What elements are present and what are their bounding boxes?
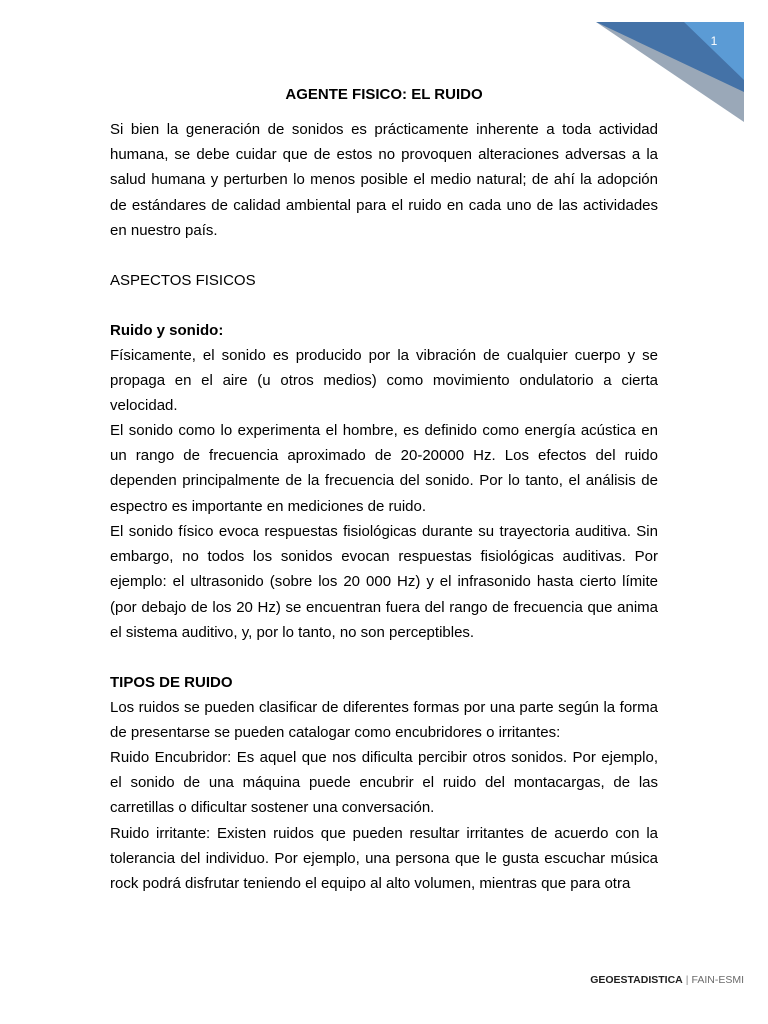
section-heading-aspectos: ASPECTOS FISICOS bbox=[110, 272, 256, 289]
paragraph-ruido-irritante: Ruido irritante: Existen ruidos que pueden resultar irritantes de acuerdo con la tolerancia del individuo. Por ejemplo, una persona que le gusta escuchar música rock podrá disfrutar teniendo el equipo al alto volumen, mientras que para otra bbox=[110, 825, 658, 893]
section-heading-tipos: TIPOS DE RUIDO bbox=[110, 674, 233, 691]
subheading-ruido-sonido: Ruido y sonido: bbox=[110, 322, 224, 339]
page-footer bbox=[560, 974, 744, 986]
paragraph-ruido-encubridor: Ruido Encubridor: Es aquel que nos dificulta percibir otros sonidos. Por ejemplo, el sonido de una máquina puede encubrir el ruido del montacargas, de las carretillas o dificultar sostener una conversación. bbox=[110, 749, 658, 817]
paragraph-sonido-fisiologico: El sonido físico evoca respuestas fisiológicas durante su trayectoria auditiva. Sin embargo, no todos los sonidos evocan respuestas fisiológicas auditivas. Por ejemplo: el ultrasonido (sobre los 20 000 Hz) y el infrasonido hasta cierto límite (por debajo de los 20 Hz) se encuentran fuera del rango de frecuencia que anima el sistema auditivo, y, por lo tanto, no son perceptibles. bbox=[110, 523, 658, 641]
footer-department: FAIN-ESMI bbox=[691, 974, 744, 986]
footer-separator: | bbox=[685, 974, 689, 986]
page-number: 1 bbox=[710, 34, 718, 48]
paragraph-sonido-fisico: Físicamente, el sonido es producido por la vibración de cualquier cuerpo y se propaga en el aire (u otros medios) como movimiento ondulatorio a cierta velocidad. bbox=[110, 347, 658, 415]
intro-paragraph: Si bien la generación de sonidos es prácticamente inherente a toda actividad humana, se debe cuidar que de estos no provoquen alteraciones adversas a la salud humana y perturben lo menos posible el medio natural; de ahí la adopción de estándares de calidad ambiental para el ruido en cada uno de las actividades en nuestro país. bbox=[110, 121, 658, 239]
paragraph-sonido-hombre: El sonido como lo experimenta el hombre, es definido como energía acústica en un rango de frecuencia aproximado de 20-20000 Hz. Los efectos del ruido dependen principalmente de la frecuencia del sonido. Por lo tanto, el análisis de espectro es importante en mediciones de ruido. bbox=[110, 422, 658, 515]
paragraph-tipos-intro: Los ruidos se pueden clasificar de diferentes formas por una parte según la forma de presentarse se pueden catalogar como encubridores o irritantes: bbox=[110, 699, 658, 742]
document-title: AGENTE FISICO: EL RUIDO bbox=[285, 86, 483, 103]
footer-course: GEOESTADISTICA bbox=[590, 974, 683, 986]
